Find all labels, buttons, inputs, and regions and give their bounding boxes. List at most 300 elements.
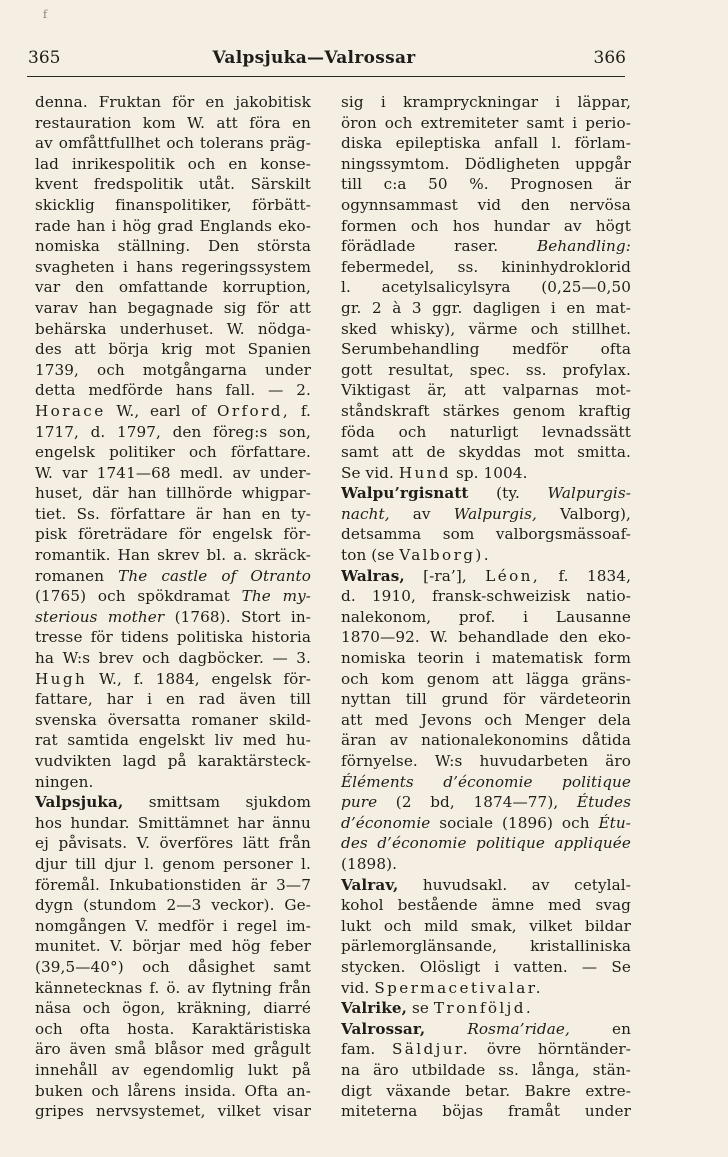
word: castle xyxy=(161,566,208,585)
word: omfattande xyxy=(118,278,208,297)
word: nomiska xyxy=(341,649,406,668)
word: vilket xyxy=(529,916,573,935)
text-line xyxy=(341,277,631,298)
word: na xyxy=(341,1060,361,1079)
word: 1739, xyxy=(35,360,79,379)
text-line xyxy=(341,669,631,690)
text-line xyxy=(35,772,311,793)
text-line xyxy=(341,483,631,504)
word: han xyxy=(127,484,157,503)
word: politiska xyxy=(176,628,244,647)
word: egendomlig xyxy=(143,1060,235,1079)
word: hos xyxy=(35,813,63,832)
word: restauration xyxy=(35,113,132,132)
word: de xyxy=(426,443,446,462)
word: flytning xyxy=(211,978,272,997)
word: dåtida xyxy=(581,731,631,750)
word: krampryckningar xyxy=(403,93,539,111)
word: i xyxy=(147,690,153,709)
word: innehåll xyxy=(35,1060,98,1079)
word: vudvikten xyxy=(35,752,112,770)
word: överföres xyxy=(159,834,234,853)
word: eko- xyxy=(598,628,631,647)
word: sked xyxy=(341,319,378,338)
word: sociale xyxy=(439,813,494,832)
word: fattare, xyxy=(35,690,93,709)
text-line xyxy=(35,627,311,648)
word: personer xyxy=(223,854,293,873)
word: varav xyxy=(35,298,79,317)
word: vid. xyxy=(365,463,394,482)
text-line xyxy=(35,257,311,278)
word: — xyxy=(272,649,288,668)
word: nervsystemet, xyxy=(96,1102,206,1121)
word: politique xyxy=(562,772,631,791)
word: acetylsalicylsyra xyxy=(381,278,511,297)
text-line xyxy=(35,854,311,875)
word: Valborg). xyxy=(399,546,491,565)
word: kännetecknas xyxy=(35,978,143,997)
word: W., xyxy=(98,669,122,688)
word: föremål. xyxy=(35,875,100,894)
word: ss. xyxy=(498,1060,519,1079)
word: 1874—77), xyxy=(473,793,559,812)
word: han xyxy=(222,504,252,523)
text-line xyxy=(341,113,631,134)
word: ningen. xyxy=(35,772,94,791)
word: på xyxy=(167,752,187,770)
word: förbätt- xyxy=(252,195,311,214)
text-line xyxy=(35,524,311,545)
word: mat- xyxy=(595,298,631,317)
word: nyttan xyxy=(341,690,392,709)
word: högt xyxy=(595,216,631,235)
word: lårens xyxy=(127,1081,176,1100)
text-line xyxy=(341,792,631,813)
text-line xyxy=(341,875,631,896)
word: The xyxy=(118,566,148,585)
word: levnadssätt xyxy=(542,422,631,441)
word: whisky), xyxy=(390,319,456,338)
word: anfall xyxy=(494,134,539,153)
word: från xyxy=(278,978,311,997)
word: Valpsjuka, xyxy=(35,793,124,812)
text-line xyxy=(35,648,311,669)
word: Serumbehandling xyxy=(341,340,480,359)
word: f. xyxy=(558,566,569,585)
word: motgångarna xyxy=(142,360,247,379)
word: Se xyxy=(611,957,631,976)
text-line xyxy=(35,483,311,504)
word: detsamma xyxy=(341,525,422,544)
word: dygn xyxy=(35,896,74,915)
word: långa, xyxy=(531,1060,580,1079)
text-line xyxy=(341,257,631,278)
word: bd, xyxy=(430,793,455,812)
word: författare. xyxy=(230,443,311,462)
word: en xyxy=(165,690,185,709)
word: dela xyxy=(597,710,631,729)
word: påvisats. xyxy=(58,834,128,853)
word: [-ra’], xyxy=(423,566,467,585)
word: 2 xyxy=(371,298,382,317)
word: mot xyxy=(534,443,565,462)
word: i xyxy=(550,298,556,317)
word: till xyxy=(405,690,427,709)
word: Valrav, xyxy=(341,875,399,894)
word: föda xyxy=(341,422,375,441)
word: små xyxy=(114,1040,147,1059)
text-line xyxy=(35,607,311,628)
word: ofta xyxy=(79,1019,111,1038)
word: ogynnsammast xyxy=(341,195,458,214)
word: Valrike, xyxy=(341,999,408,1018)
word: (39,5—40°) xyxy=(35,957,124,976)
word: feber xyxy=(269,937,311,956)
word: med xyxy=(375,710,409,729)
word: och xyxy=(91,1081,120,1100)
word: Fruktan xyxy=(98,93,162,111)
word: detta xyxy=(35,381,76,400)
word: ha xyxy=(35,649,55,668)
word: lätt xyxy=(242,834,270,853)
word: hu- xyxy=(285,731,311,750)
text-line xyxy=(35,1081,311,1102)
text-line xyxy=(35,916,311,937)
word: naturligt xyxy=(449,422,519,441)
word: Tronföljd. xyxy=(433,999,534,1018)
text-line xyxy=(35,1039,311,1060)
word: W:s xyxy=(62,649,91,668)
page-number-left: 365 xyxy=(28,48,61,68)
word: är, xyxy=(427,381,448,400)
word: mot- xyxy=(595,381,631,400)
word: buken xyxy=(35,1081,83,1100)
word: behandlade xyxy=(458,628,549,647)
word: regeringssystem xyxy=(181,257,311,276)
word: är xyxy=(614,175,631,194)
word: övre xyxy=(486,1040,522,1059)
word: brev xyxy=(98,649,134,668)
word: företrädare xyxy=(78,525,168,544)
word: gripes xyxy=(35,1102,84,1121)
word: till xyxy=(289,690,311,709)
word: rat xyxy=(35,731,58,750)
word: prof. xyxy=(458,607,496,626)
word: Stort xyxy=(241,607,281,626)
word: i xyxy=(555,93,561,111)
text-line xyxy=(35,360,311,381)
page-number-right: 366 xyxy=(593,48,626,68)
word: matematisk xyxy=(491,649,583,668)
word: underhuset. xyxy=(119,319,214,338)
word: under xyxy=(584,1102,631,1121)
word: hos xyxy=(452,216,480,235)
word: W:s xyxy=(434,752,463,770)
word: för xyxy=(178,525,202,544)
word: präg- xyxy=(269,134,311,153)
word: ännu xyxy=(272,813,311,832)
word: 1870—92. xyxy=(341,628,420,647)
text-line xyxy=(341,833,631,854)
word: betar. xyxy=(465,1081,511,1100)
word: och xyxy=(398,422,427,441)
word: tidens xyxy=(120,628,169,647)
word: en xyxy=(291,113,311,132)
word: 1797, xyxy=(116,422,161,441)
word: hundar. xyxy=(70,813,130,832)
word: denna. xyxy=(35,93,88,111)
text-line xyxy=(35,730,311,751)
text-line xyxy=(35,792,311,813)
word: engelskt xyxy=(138,731,205,750)
word: samtida xyxy=(67,731,130,750)
word: se xyxy=(411,999,429,1018)
text-line xyxy=(341,1039,631,1060)
word: mother xyxy=(107,607,165,626)
word: spökdramat xyxy=(137,587,230,606)
text-line xyxy=(35,504,311,525)
text-line xyxy=(341,360,631,381)
word: d’économie xyxy=(443,772,533,791)
word: 3—7 xyxy=(276,875,311,894)
word: kininhydroklorid xyxy=(501,257,631,276)
word: rade xyxy=(35,216,71,235)
word: d’économie xyxy=(341,813,431,832)
word: konse- xyxy=(260,154,311,173)
word: politiker xyxy=(109,443,175,462)
text-line xyxy=(35,339,311,360)
text-line xyxy=(35,422,311,443)
word: dåsighet xyxy=(188,957,255,976)
word: 1004. xyxy=(483,463,528,482)
word: veckor). xyxy=(211,896,275,915)
word: Smittämnet xyxy=(137,813,230,832)
word: pärlemorglänsande, xyxy=(341,937,498,956)
word: fredspolitik xyxy=(93,175,184,194)
word: på xyxy=(291,1060,311,1079)
word: lukt xyxy=(341,916,372,935)
word: äran xyxy=(341,731,377,750)
word: ej xyxy=(35,834,49,853)
word: bildar xyxy=(584,916,631,935)
word: raser. xyxy=(454,237,499,256)
text-line xyxy=(341,236,631,257)
word: djur xyxy=(35,854,67,873)
word: även xyxy=(239,690,276,709)
word: grund xyxy=(441,690,489,709)
word: tresse xyxy=(35,628,83,647)
word: medförde xyxy=(88,381,163,400)
word: i xyxy=(523,607,529,626)
text-line xyxy=(341,524,631,545)
word: kom xyxy=(142,113,176,132)
word: regel xyxy=(236,916,278,935)
word: med xyxy=(548,896,582,915)
word: (2 xyxy=(395,793,412,812)
text-line xyxy=(35,401,311,422)
word: Han xyxy=(117,546,150,565)
text-line xyxy=(35,298,311,319)
text-line xyxy=(35,833,311,854)
word: värme xyxy=(468,319,518,338)
word: ställning. xyxy=(117,237,191,256)
text-line xyxy=(341,978,631,999)
word: tiet. xyxy=(35,504,67,523)
word: d’économie xyxy=(377,834,467,853)
word: lägga xyxy=(526,669,570,688)
text-line xyxy=(341,648,631,669)
word: à xyxy=(392,298,402,317)
word: earl xyxy=(150,401,181,420)
word: med xyxy=(211,1040,246,1059)
word: resultat, xyxy=(388,360,454,379)
word: ty- xyxy=(290,504,311,523)
word: V. xyxy=(135,916,149,935)
word: vilket xyxy=(217,1102,261,1121)
word: kraftig xyxy=(578,401,631,420)
word: ämne xyxy=(491,896,535,915)
word: Études xyxy=(576,793,631,812)
word: whigpar- xyxy=(241,484,311,503)
word: Otranto xyxy=(250,566,311,585)
word: har xyxy=(106,690,134,709)
word: att xyxy=(216,113,238,132)
text-line xyxy=(35,895,311,916)
word: Viktigast xyxy=(341,381,411,400)
word: i xyxy=(572,113,578,132)
word: och xyxy=(82,999,111,1018)
word: med xyxy=(189,937,223,956)
word: 1884, xyxy=(155,669,200,688)
word: grågult xyxy=(253,1040,311,1059)
text-line xyxy=(341,380,631,401)
text-line xyxy=(341,586,631,607)
word: den xyxy=(521,195,550,214)
word: och xyxy=(410,216,439,235)
word: Hund xyxy=(398,463,451,482)
word: Se xyxy=(341,463,361,482)
word: Orford, xyxy=(217,401,291,420)
word: Horace xyxy=(35,401,106,420)
word: Lausanne xyxy=(555,607,631,626)
word: — xyxy=(268,381,284,400)
left-column xyxy=(35,92,311,1122)
text-line xyxy=(35,689,311,710)
word: spec. xyxy=(469,360,511,379)
word: framåt xyxy=(508,1102,561,1121)
word: genom xyxy=(426,669,480,688)
word: av xyxy=(389,731,408,750)
word: läppar, xyxy=(577,93,631,111)
word: vid. xyxy=(341,978,370,997)
word: samt xyxy=(526,113,565,132)
word: pure xyxy=(341,793,378,812)
word: av xyxy=(111,1060,130,1079)
word: och xyxy=(97,360,125,379)
word: inrikespolitik xyxy=(71,154,175,173)
text-line xyxy=(341,195,631,216)
word: 1717, xyxy=(35,422,79,441)
word: ss. xyxy=(457,257,479,276)
word: son, xyxy=(279,422,311,441)
right-column xyxy=(341,92,631,1122)
word: formen xyxy=(341,216,397,235)
word: gräns- xyxy=(581,669,631,688)
word: och xyxy=(530,319,559,338)
word: nervösa xyxy=(569,195,631,214)
word: huvudarbeten xyxy=(479,752,589,770)
word: diarré xyxy=(263,999,311,1018)
word: extre- xyxy=(585,1081,631,1100)
text-line xyxy=(35,545,311,566)
text-line xyxy=(341,422,631,443)
text-line xyxy=(341,1101,631,1122)
word: skyddas xyxy=(458,443,522,462)
word: stärkes xyxy=(442,401,500,420)
word: genom xyxy=(512,401,566,420)
word: f. xyxy=(133,669,144,688)
word: har xyxy=(237,813,264,832)
text-line xyxy=(35,936,311,957)
text-line xyxy=(35,813,311,834)
word: insida. xyxy=(184,1081,237,1100)
word: c:a xyxy=(383,175,407,194)
word: politique xyxy=(476,834,545,853)
word: för xyxy=(172,93,195,111)
word: huset, xyxy=(35,484,83,503)
word: valborgsmässoaf- xyxy=(495,525,631,544)
word: för- xyxy=(283,669,311,688)
word: äro xyxy=(372,1060,399,1079)
word: smak, xyxy=(470,916,517,935)
text-line xyxy=(341,566,631,587)
word: och xyxy=(561,813,590,832)
word: Dödligheten xyxy=(464,154,560,173)
text-line xyxy=(341,627,631,648)
word: böjas xyxy=(442,1102,484,1121)
word: till xyxy=(341,175,363,194)
word: %. xyxy=(469,175,489,194)
word: extremiteter xyxy=(420,113,519,132)
word: han xyxy=(76,216,106,235)
word: (stundom xyxy=(83,896,157,915)
text-line xyxy=(35,195,311,216)
word: lad xyxy=(35,154,59,173)
word: a. xyxy=(233,546,248,565)
word: nacht, xyxy=(341,504,390,523)
word: l. xyxy=(341,278,351,297)
text-line xyxy=(341,92,631,113)
word: huvudsakl. xyxy=(422,875,508,894)
word: är xyxy=(195,504,213,523)
word: i xyxy=(380,93,386,111)
word: nomiska xyxy=(35,237,100,256)
word: hög xyxy=(122,216,152,235)
word: ofta xyxy=(600,340,631,359)
word: visar xyxy=(272,1102,311,1121)
word: sterious xyxy=(35,607,98,626)
text-line xyxy=(35,669,311,690)
word: V. xyxy=(136,834,150,853)
word: och xyxy=(384,113,413,132)
word: nationalekonomins xyxy=(421,731,569,750)
word: ö. xyxy=(166,978,181,997)
word: Walras, xyxy=(341,566,405,585)
text-line xyxy=(341,689,631,710)
word: dagböcker. xyxy=(178,649,264,668)
word: en xyxy=(566,298,586,317)
